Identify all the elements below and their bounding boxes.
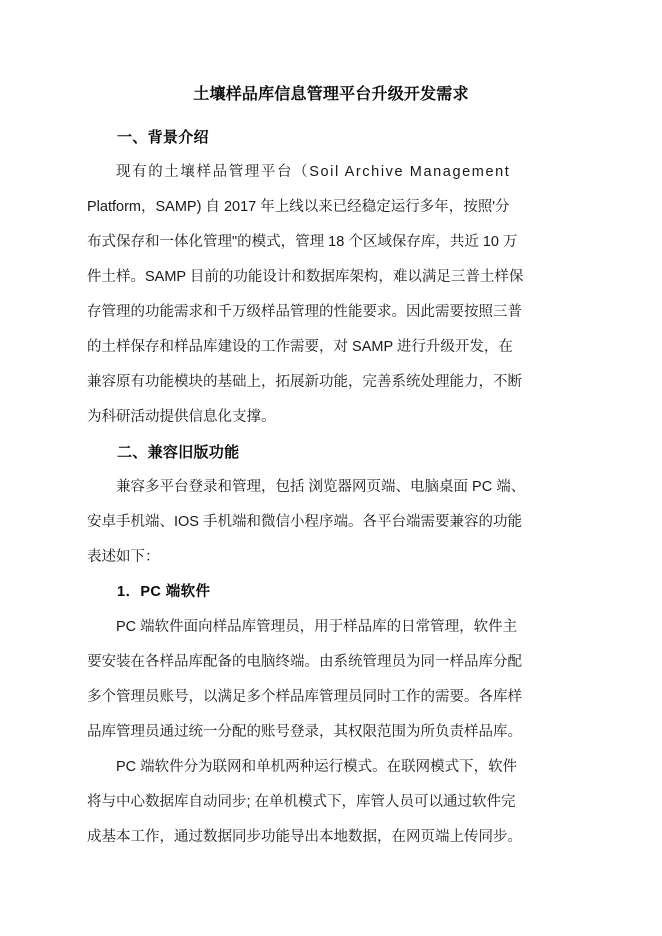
- paragraph-pc-software-roles: [87, 610, 575, 750]
- text-line: 安卓手机端、IOS 手机端和微信小程序端。各平台端需要兼容的功能: [87, 514, 523, 530]
- text-line: PC 端软件面向样品库管理员，用于样品库的日常管理，软件主: [116, 619, 518, 635]
- text-line: 现有的土壤样品管理平台（Soil Archive Management: [116, 164, 511, 180]
- text-line: 成基本工作，通过数据同步功能导出本地数据，在网页端上传同步。: [87, 829, 522, 845]
- text-line: 多个管理员账号，以满足多个样品库管理员同时工作的需要。各库样: [87, 689, 522, 705]
- text-line: PC 端软件分为联网和单机两种运行模式。在联网模式下，软件: [116, 759, 518, 775]
- page-title: 土壤样品库信息管理平台升级开发需求: [193, 86, 469, 103]
- paragraph-background-intro: [87, 155, 575, 435]
- text-line: 布式保存和一体化管理"的模式，管理 18 个区域保存库，共近 10 万: [87, 234, 518, 250]
- text-line: 要安装在各样品库配备的电脑终端。由系统管理员为同一样品库分配: [87, 654, 522, 670]
- section-heading-legacy-compat: 二、兼容旧版功能: [117, 444, 240, 461]
- text-line: 品库管理员通过统一分配的账号登录，其权限范围为所负责样品库。: [87, 724, 522, 740]
- text-line: 兼容原有功能模块的基础上，拓展新功能，完善系统处理能力，不断: [87, 374, 522, 390]
- section-heading-background: 一、背景介绍: [117, 129, 209, 146]
- paragraph-pc-software-modes: [87, 750, 575, 855]
- paragraph-legacy-compat-intro: [87, 470, 575, 575]
- text-line: 兼容多平台登录和管理，包括 浏览器网页端、电脑桌面 PC 端、: [116, 479, 526, 495]
- text-line: 将与中心数据库自动同步; 在单机模式下，库管人员可以通过软件完: [87, 794, 516, 810]
- text-line: Platform，SAMP) 自 2017 年上线以来已经稳定运行多年，按照'分: [87, 199, 510, 215]
- subsection-heading-pc-software: 1．PC 端软件: [117, 584, 211, 600]
- text-line: 的土样保存和样品库建设的工作需要，对 SAMP 进行升级开发，在: [87, 339, 513, 355]
- text-line: 存管理的功能需求和千万级样品管理的性能要求。因此需要按照三普: [87, 304, 522, 320]
- text-line: 为科研活动提供信息化支撑。: [87, 409, 276, 425]
- text-line: 表述如下：: [87, 549, 160, 565]
- document-content: [87, 0, 575, 855]
- text-line: 件土样。SAMP 目前的功能设计和数据库架构，难以满足三普土样保: [87, 269, 524, 285]
